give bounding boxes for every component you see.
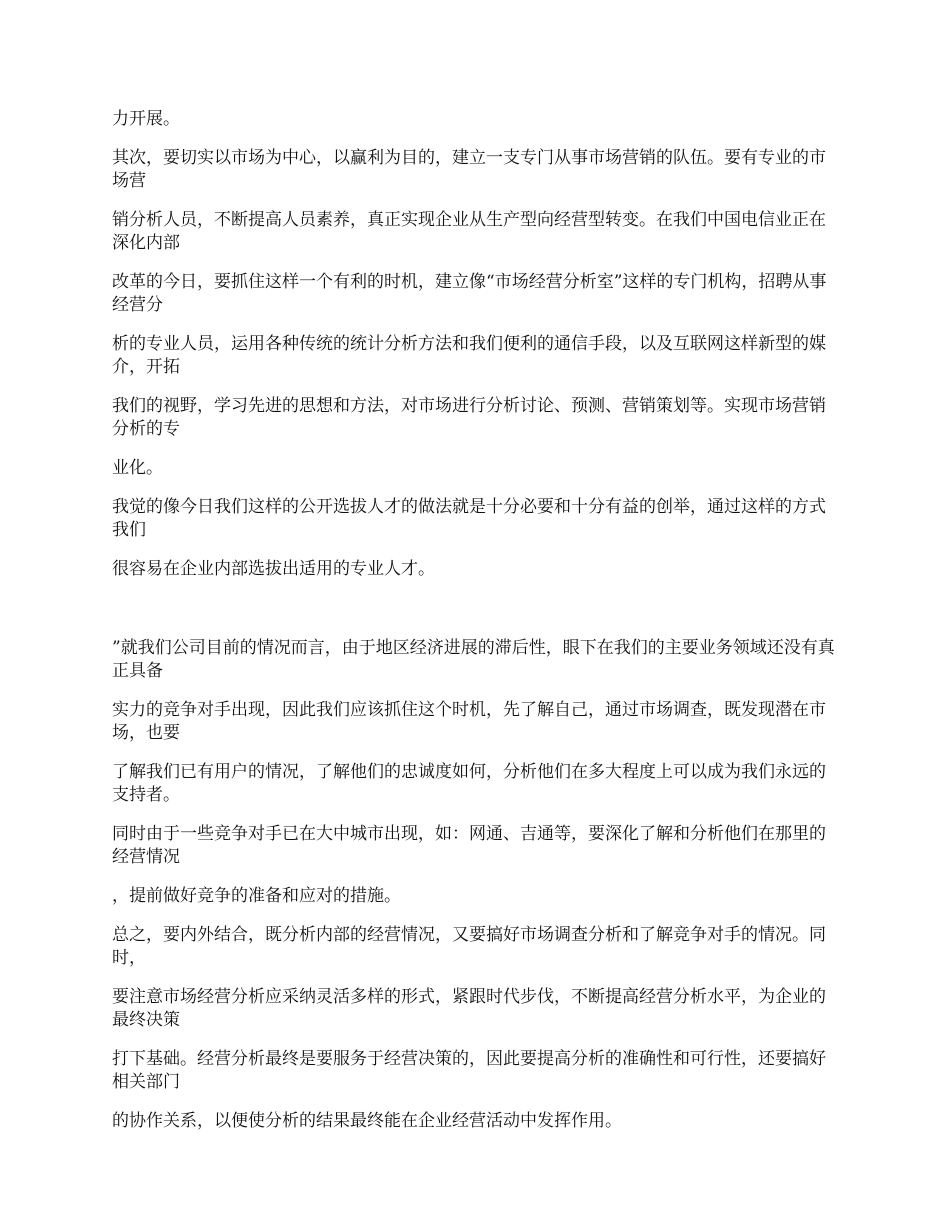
paragraph: 的协作关系，以便使分析的结果最终能在企业经营活动中发挥作用。 — [112, 1111, 622, 1131]
paragraph: 销分析人员，不断提高人员素养，真正实现企业从生产型向经营型转变。在我们中国电信业正在深化内部 — [112, 210, 826, 253]
paragraph: 要注意市场经营分析应采纳灵活多样的形式，紧跟时代步伐，不断提高经营分析水平，为企业的最终决策 — [112, 987, 826, 1030]
paragraph: 其次，要切实以市场为中心，以赢利为目的，建立一支专门从事市场营销的队伍。要有专业的市场营 — [112, 148, 826, 191]
document-body — [112, 108, 842, 1149]
paragraph: 我们的视野，学习先进的思想和方法，对市场进行分析讨论、预测、营销策划等。实现市场营销分析的专 — [112, 396, 826, 439]
paragraph: 同时由于一些竞争对手已在大中城市出现，如：网通、吉通等，要深化了解和分析他们在那里的经营情况 — [112, 824, 826, 867]
paragraph: 了解我们已有用户的情况，了解他们的忠诚度如何，分析他们在多大程度上可以成为我们永远的支持者。 — [112, 762, 826, 805]
paragraph: 业化。 — [112, 458, 163, 478]
paragraph: ，提前做好竞争的准备和应对的措施。 — [112, 886, 401, 906]
paragraph: 力开展。 — [112, 109, 180, 129]
paragraph: 析的专业人员，运用各种传统的统计分析方法和我们便利的通信手段，以及互联网这样新型的媒介，开拓 — [112, 334, 826, 377]
paragraph: 总之，要内外结合，既分析内部的经营情况，又要搞好市场调查分析和了解竞争对手的情况。同时， — [112, 925, 826, 968]
paragraph: 打下基础。经营分析最终是要服务于经营决策的，因此要提高分析的准确性和可行性，还要搞好相关部门 — [112, 1049, 826, 1092]
paragraph: ”就我们公司目前的情况而言，由于地区经济进展的滞后性，眼下在我们的主要业务领域还没有真正具备 — [112, 638, 835, 681]
paragraph: 很容易在企业内部选拔出适用的专业人才。 — [112, 559, 435, 579]
paragraph: 改革的今日，要抓住这样一个有利的时机，建立像“市场经营分析室”这样的专门机构，招聘从事经营分 — [112, 272, 827, 315]
paragraph: 实力的竞争对手出现，因此我们应该抓住这个时机，先了解自己，通过市场调查，既发现潜在市场，也要 — [112, 700, 826, 743]
paragraph: 我觉的像今日我们这样的公开选拔人才的做法就是十分必要和十分有益的创举，通过这样的方式我们 — [112, 497, 826, 540]
